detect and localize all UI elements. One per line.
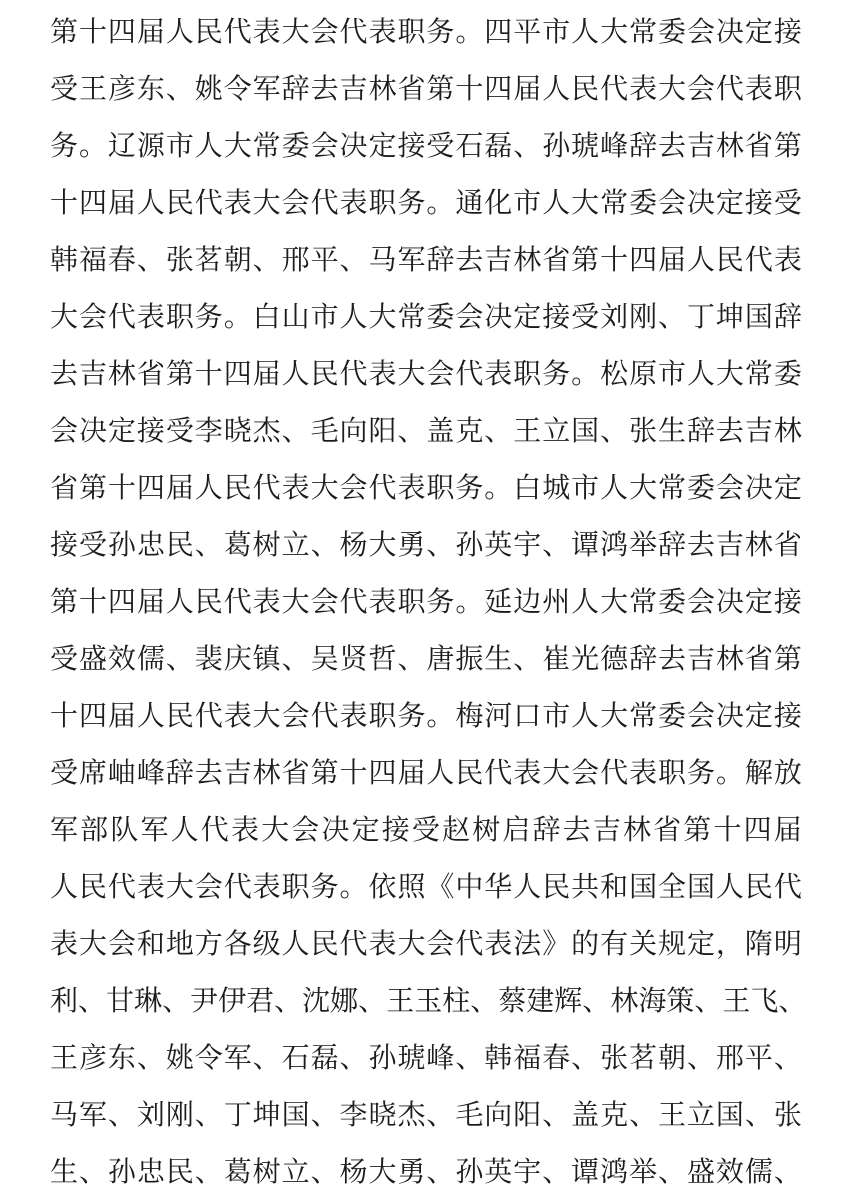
- text-line: 韩 福 春 、 张 茗 朝 、 邢 平 、 马 军 辞 去 吉 林 省 第 十 四 届 人 民 代 表: [50, 242, 802, 276]
- text-line: 十 四 届 人 民 代 表 大 会 代 表 职 务 。 梅 河 口 市 人 大 常 委 会 决 定 接: [50, 698, 802, 732]
- text-line: 去 吉 林 省 第 十 四 届 人 民 代 表 大 会 代 表 职 务 。 松 原 市 人 大 常 委: [50, 356, 802, 390]
- text-line: 省 第 十 四 届 人 民 代 表 大 会 代 表 职 务 。 白 城 市 人 大 常 委 会 决 定: [50, 470, 802, 504]
- text-line: 受 王 彦 东 、 姚 令 军 辞 去 吉 林 省 第 十 四 届 人 民 代 表 大 会 代 表 职: [50, 71, 802, 105]
- text-line: 接 受 孙 忠 民 、 葛 树 立 、 杨 大 勇 、 孙 英 宇 、 谭 鸿 举 辞 去 吉 林 省: [50, 527, 802, 561]
- text-line: 第 十 四 届 人 民 代 表 大 会 代 表 职 务 。 四 平 市 人 大 常 委 会 决 定 接: [50, 14, 802, 48]
- text-line: 生 、 孙 忠 民 、 葛 树 立 、 杨 大 勇 、 孙 英 宇 、 谭 鸿 举 、 盛 效 儒 、: [50, 1154, 802, 1188]
- text-line: 第 十 四 届 人 民 代 表 大 会 代 表 职 务 。 延 边 州 人 大 常 委 会 决 定 接: [50, 584, 802, 618]
- text-line: 利 、 甘 琳 、 尹 伊 君 、 沈 娜 、 王 玉 柱 、 蔡 建 辉 、 林 海 策 、 王 飞 、: [50, 983, 807, 1017]
- text-line: 表 大 会 和 地 方 各 级 人 民 代 表 大 会 代 表 法 》 的 有 关 规 定 ， 隋 明: [50, 926, 802, 960]
- text-line: 军 部 队 军 人 代 表 大 会 决 定 接 受 赵 树 启 辞 去 吉 林 省 第 十 四 届: [50, 812, 802, 846]
- text-line: 王 彦 东 、 姚 令 军 、 石 磊 、 孙 琥 峰 、 韩 福 春 、 张 茗 朝 、 邢 平 、: [50, 1040, 802, 1074]
- text-line: 受 盛 效 儒 、 裴 庆 镇 、 吴 贤 哲 、 唐 振 生 、 崔 光 德 辞 去 吉 林 省 第: [50, 641, 802, 675]
- text-line: 务 。 辽 源 市 人 大 常 委 会 决 定 接 受 石 磊 、 孙 琥 峰 辞 去 吉 林 省 第: [50, 128, 802, 162]
- text-line: 会 决 定 接 受 李 晓 杰 、 毛 向 阳 、 盖 克 、 王 立 国 、 张 生 辞 去 吉 林: [50, 413, 802, 447]
- text-line: 大 会 代 表 职 务 。 白 山 市 人 大 常 委 会 决 定 接 受 刘 刚 、 丁 坤 国 辞: [50, 299, 802, 333]
- text-line: 马 军 、 刘 刚 、 丁 坤 国 、 李 晓 杰 、 毛 向 阳 、 盖 克 、 王 立 国 、 张: [50, 1097, 802, 1131]
- text-line: 十 四 届 人 民 代 表 大 会 代 表 职 务 。 通 化 市 人 大 常 委 会 决 定 接 受: [50, 185, 802, 219]
- text-line: 受 席 岫 峰 辞 去 吉 林 省 第 十 四 届 人 民 代 表 大 会 代 表 职 务 。 解 放: [50, 755, 802, 789]
- text-line: 人 民 代 表 大 会 代 表 职 务 。 依 照 《 中 华 人 民 共 和 国 全 国 人 民 代: [50, 869, 802, 903]
